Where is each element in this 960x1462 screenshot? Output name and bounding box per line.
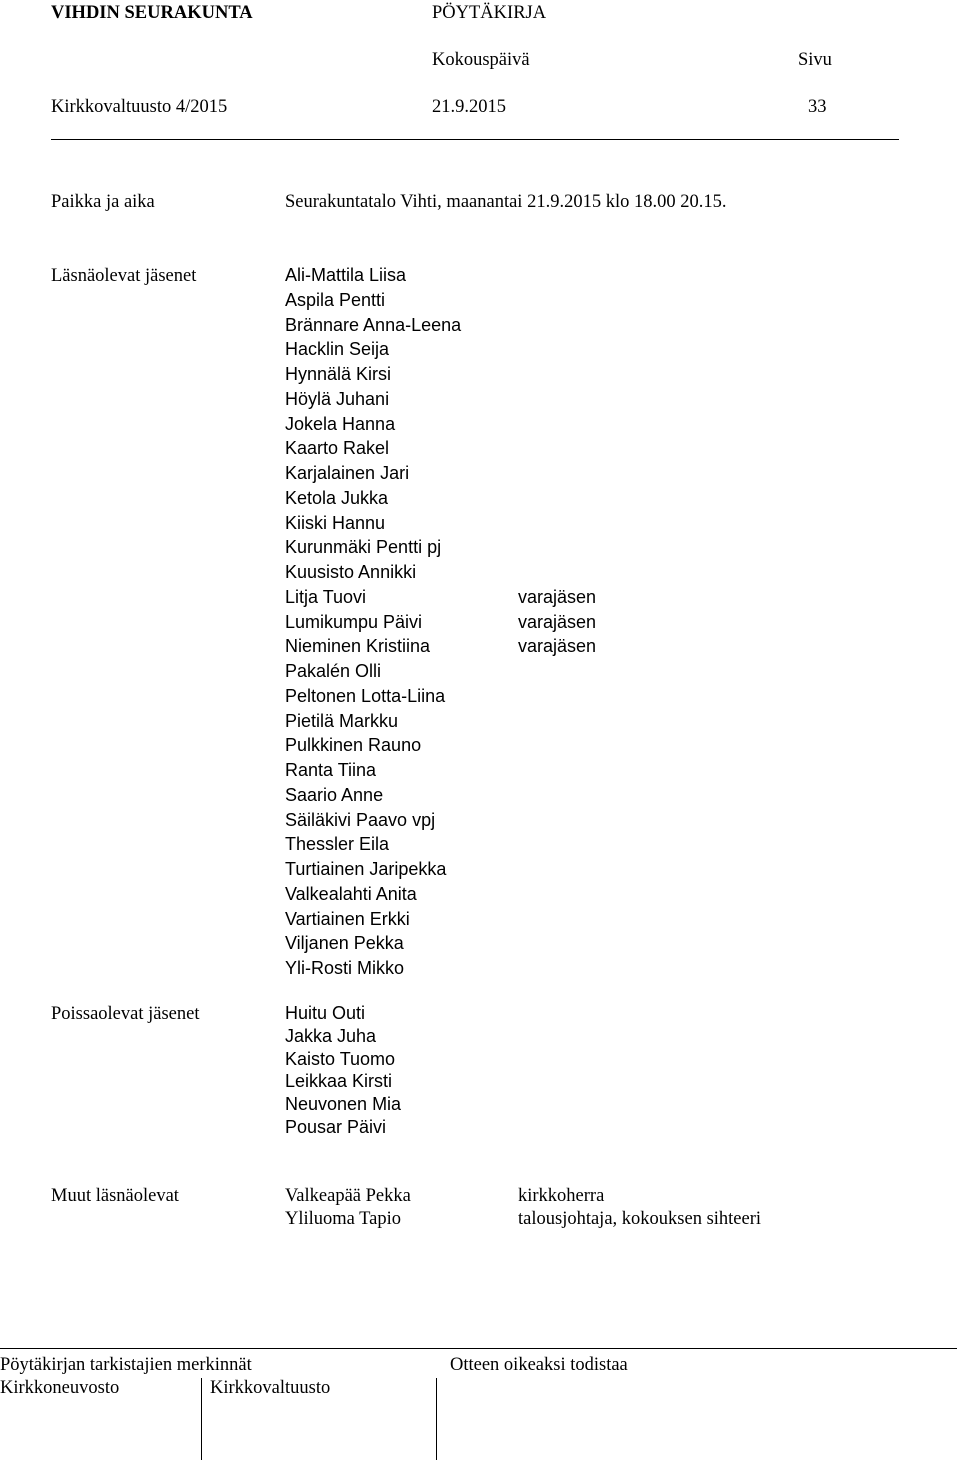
member-role (518, 436, 596, 461)
member-name: Turtiainen Jaripekka (285, 859, 447, 879)
member-name: Nieminen Kristiina (285, 636, 431, 657)
member-name: Kuusisto Annikki (285, 562, 417, 582)
absent-members-label: Poissaolevat jäsenet (51, 1004, 200, 1024)
absent-member-name: Huitu Outi (285, 1003, 366, 1023)
member-role (518, 461, 596, 486)
member-role (518, 832, 596, 857)
absent-member-name: Kaisto Tuomo (285, 1048, 396, 1069)
present-members-list (285, 263, 461, 981)
member-role (518, 931, 596, 956)
member-name: Viljanen Pekka (285, 933, 404, 954)
absent-member-name: Jakka Juha (285, 1025, 377, 1046)
meeting-date: 21.9.2015 (432, 97, 506, 117)
member-role: varajäsen (518, 636, 597, 657)
absent-member-name: Leikkaa Kirsti (285, 1071, 393, 1092)
absent-members-list (285, 1002, 401, 1139)
document-type: PÖYTÄKIRJA (432, 3, 547, 23)
member-role (518, 956, 596, 981)
member-role: varajäsen (518, 611, 597, 632)
member-role (518, 684, 596, 709)
other-person-role: kirkkoherra (518, 1186, 605, 1206)
member-name: Yli-Rosti Mikko (285, 958, 405, 978)
member-name: Pietilä Markku (285, 710, 399, 731)
member-name: Säiläkivi Paavo vpj (285, 809, 436, 830)
place-time-label: Paikka ja aika (51, 192, 155, 212)
member-role (518, 560, 596, 585)
member-name: Thessler Eila (285, 834, 390, 855)
absent-member-name: Pousar Päivi (285, 1116, 387, 1137)
member-role (518, 412, 596, 437)
member-name: Jokela Hanna (285, 413, 396, 434)
member-role (518, 808, 596, 833)
member-name: Kaarto Rakel (285, 438, 390, 459)
board-label: Kirkkoneuvosto (0, 1378, 120, 1398)
member-name: Hacklin Seija (285, 339, 390, 360)
certified-label: Otteen oikeaksi todistaa (450, 1355, 628, 1375)
header-divider (51, 139, 899, 140)
member-role (518, 288, 596, 313)
present-members-roles (518, 263, 596, 981)
member-role (518, 659, 596, 684)
other-person-name: Yliluoma Tapio (285, 1209, 402, 1229)
member-name: Pakalén Olli (285, 661, 382, 681)
member-name: Ketola Jukka (285, 487, 389, 508)
member-name: Aspila Pentti (285, 289, 386, 310)
others-present-label: Muut läsnäolevat (51, 1186, 179, 1206)
signature-divider (436, 1378, 437, 1460)
member-name: Kiiski Hannu (285, 512, 386, 533)
member-role (518, 857, 596, 882)
member-name: Valkealahti Anita (285, 883, 417, 904)
member-role (518, 511, 596, 536)
member-role (518, 337, 596, 362)
member-name: Peltonen Lotta-Liina (285, 685, 446, 706)
checkers-label: Pöytäkirjan tarkistajien merkinnät (0, 1355, 252, 1375)
member-name: Litja Tuovi (285, 586, 367, 607)
member-name: Vartiainen Erkki (285, 908, 410, 929)
member-role: varajäsen (518, 586, 597, 607)
member-role (518, 313, 596, 338)
member-role (518, 486, 596, 511)
member-name: Höylä Juhani (285, 388, 390, 409)
footer-divider (0, 1348, 957, 1349)
member-role (518, 535, 596, 560)
member-name: Saario Anne (285, 784, 384, 805)
member-name: Lumikumpu Päivi (285, 611, 423, 632)
member-name: Ali-Mattila Liisa (285, 265, 407, 285)
member-role (518, 783, 596, 808)
member-name: Ranta Tiina (285, 760, 377, 780)
other-person-role: talousjohtaja, kokouksen sihteeri (518, 1209, 762, 1229)
signature-divider (201, 1378, 202, 1460)
member-role (518, 263, 596, 288)
member-role (518, 362, 596, 387)
page-number: 33 (808, 97, 827, 117)
org-name: VIHDIN SEURAKUNTA (51, 3, 253, 23)
member-role (518, 733, 596, 758)
council-label: Kirkkovaltuusto (210, 1378, 331, 1398)
present-members-label: Läsnäolevat jäsenet (51, 266, 197, 286)
member-name: Karjalainen Jari (285, 463, 410, 483)
meeting-name: Kirkkovaltuusto 4/2015 (51, 97, 228, 117)
member-role (518, 882, 596, 907)
date-label: Kokouspäivä (432, 50, 530, 70)
other-person-name: Valkeapää Pekka (285, 1186, 411, 1206)
member-role (518, 758, 596, 783)
member-role (518, 709, 596, 734)
member-name: Kurunmäki Pentti pj (285, 537, 442, 558)
member-name: Hynnälä Kirsi (285, 364, 392, 384)
absent-member-name: Neuvonen Mia (285, 1094, 402, 1115)
member-role (518, 907, 596, 932)
member-role (518, 387, 596, 412)
place-time-value: Seurakuntatalo Vihti, maanantai 21.9.2015 klo 18.00 20.15. (285, 192, 727, 212)
member-name: Pulkkinen Rauno (285, 735, 422, 756)
page-label: Sivu (798, 50, 832, 70)
member-name: Brännare Anna-Leena (285, 314, 462, 335)
